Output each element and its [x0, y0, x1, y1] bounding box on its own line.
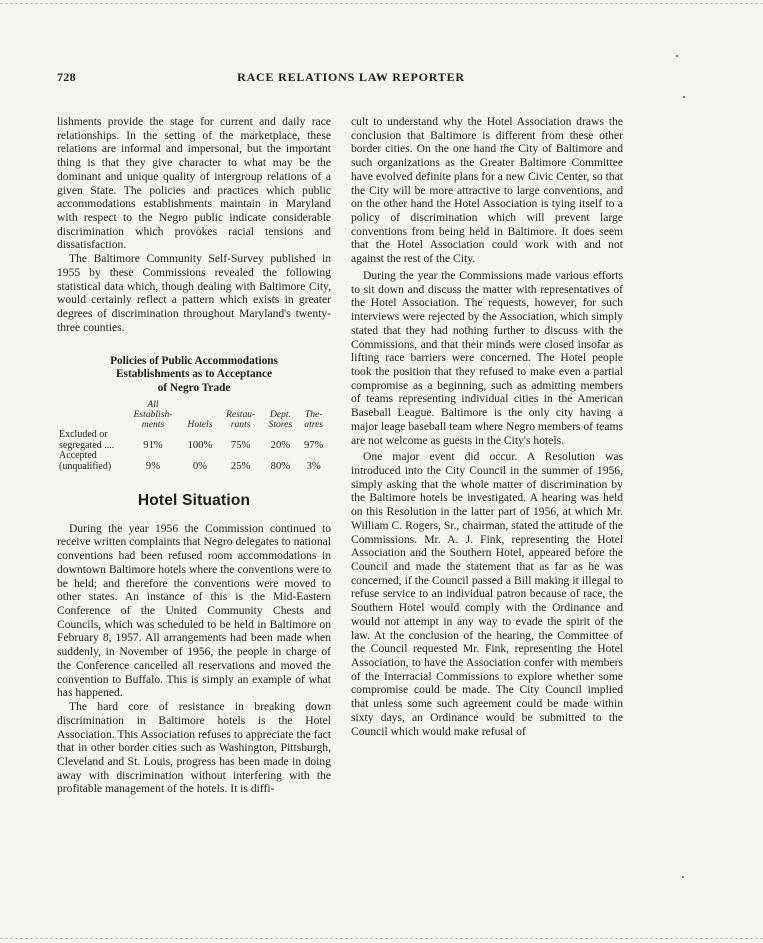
top-edge-rule: [0, 3, 763, 4]
header-line: Establish-: [133, 409, 173, 420]
row-label: [57, 451, 125, 472]
paragraph: The hard core of resistance in breaking down discrimination in Baltimore hotels is the Hotel Association. This Association refuses to appreciate the fact that in other border cities such as Washington, Pittsburgh, Cleveland and St. Louis, progress has been made in doing away with discrimination without interfering with the profitable management of the hotels. It is diffi-: [57, 700, 331, 796]
section-heading: Hotel Situation: [137, 492, 251, 509]
row-label-line: Excluded or: [59, 429, 108, 440]
row-label-header: [57, 400, 125, 430]
accommodations-table: [57, 400, 329, 472]
table-title-line: Policies of Public Accommodations: [110, 354, 278, 367]
header-line: Stores: [268, 419, 293, 430]
paragraph: The Baltimore Community Self-Survey published in 1955 by these Commissions revealed the following statistical data which, though dealing with Baltimore City, would certainly reflect a pattern which exists in greater degrees of discrimination throughout Maryland's twenty-three counties.: [57, 252, 331, 334]
right-column: [351, 115, 623, 738]
paragraph: cult to understand why the Hotel Association draws the conclusion that Baltimore is different from these other border cities. On the one hand the City of Baltimore and such organizations as the Greater Baltimore Committee have evolved definite plans for a new Civic Center, so that the City will be more attractive to large conventions, and on the other hand the Hotel Association is tying itself to a policy of discrimination which will prevent large conventions from being held in Baltimore. It does seem that the Hotel Association could work with and not against the rest of the City.: [351, 115, 623, 266]
header-line: rants: [230, 419, 251, 430]
row-label-line: segregated ....: [59, 439, 115, 451]
table-cell: 25%: [230, 460, 251, 472]
table-cell: 97%: [303, 439, 324, 451]
row-label: [57, 430, 125, 451]
table-cell: 100%: [187, 439, 213, 451]
table-cell: 75%: [230, 439, 251, 451]
row-label-line: (unqualified): [59, 460, 112, 472]
table-title-line: Establishments as to Acceptance: [116, 368, 272, 380]
paragraph: During the year the Commissions made various efforts to sit down and discuss the matter with representatives of the Hotel Association. The requests, however, for such interviews were rejected by the Association, which simply stated that they had nothing further to discuss with the Commissions, and that their minds were closed insofar as lifting race barriers were concerned. The Hotel people took the position that they refused to make even a partial compromise as a beginning, such as admitting members of teams representing individual cities in the American Baseball League. Baltimore is the only city having a major leage baseball team where Negro members of teams are not welcome as guests in the City's hotels.: [351, 268, 623, 447]
scan-speck: [682, 876, 684, 878]
column-header: [262, 400, 298, 430]
header-line: The-: [304, 409, 323, 420]
column-header: [298, 400, 329, 430]
header-line: All: [147, 399, 159, 410]
column-header: [125, 400, 181, 430]
column-header: [219, 400, 262, 430]
header-line: Restau-: [225, 409, 256, 420]
table-row: [57, 430, 329, 451]
table-title: [57, 355, 331, 396]
header-line: Dept.: [269, 409, 291, 420]
row-label-line: Accepted: [59, 450, 97, 461]
table-cell: 3%: [306, 460, 321, 472]
table-cell: 80%: [270, 460, 291, 472]
paragraph: One major event did occur. A Resolution was introduced into the City Council in the summer of 1956, simply asking that the whole matter of discrimination by the Baltimore hotels be investigated. A hearing was held on this Resolution in the latter part of 1956, at which Mr. William C. Rogers, Sr., chairman, stated the attitude of the Commissions. Mr. A. J. Fink, representing the Hotel Association and the Southern Hotel, appeared before the Council and made the statement that as far as he was concerned, if the Council passed a Bill making it illegal to refuse service to an individual patron because of race, the Southern Hotel would comply with the Ordinance and would not attempt in any way to evade the spirit of the law. At the conclusion of the hearing, the Committee of the Council requested Mr. Fink, representing the Hotel Association, to have the Association confer with members of the Interracial Commissions to explore whether some compromise could be made. The City Council implied that unless some such agreement could be made within sixty days, an Ordinance would be submitted to the Council which would make refusal of: [351, 450, 623, 738]
scan-speck: [683, 96, 685, 98]
table-header-row: [57, 400, 329, 430]
table-cell: 20%: [270, 439, 291, 451]
left-column: [57, 115, 331, 796]
table-title-line: of Negro Trade: [157, 381, 231, 394]
table-row: [57, 451, 329, 472]
table-cell: 91%: [143, 439, 163, 451]
bottom-edge-rule: [0, 938, 763, 939]
paragraph: During the year 1956 the Commission continued to receive written complaints that Negro delegates to national conventions had been refused room accommodations in downtown Baltimore hotels where the conventions were to be held; and therefore the conventions were moved to other states. An instance of this is the Mid-Eastern Conference of the United Community Chests and Councils, which was scheduled to be held in Baltimore on February 8, 1957. All arrangements had been made when suddenly, in November of 1956, the people in charge of the Conference cancelled all reservations and moved the convention to Buffalo. This is simply an example of what has happened.: [57, 521, 331, 700]
running-title: RACE RELATIONS LAW REPORTER: [237, 70, 465, 84]
scan-speck: [676, 55, 678, 57]
header-line: atres: [304, 419, 324, 430]
column-header: [181, 400, 219, 430]
table-cell: 9%: [145, 460, 161, 472]
header-line: ments: [141, 419, 165, 430]
table-cell: 0%: [192, 460, 207, 472]
header-line: Hotels: [187, 419, 213, 430]
page-number: 728: [57, 70, 76, 84]
paragraph: lishments provide the stage for current and daily race relationships. In the setting of the marketplace, these relations are informal and impersonal, but the important thing is that they give character to what may be the dominant and unique quality of intergroup relations of a given State. The policies and practices which public accommodations establishments maintain in Maryland with respect to the Negro public indicate considerable discrimination which provokes racial tensions and dissatisfaction.: [57, 115, 331, 252]
